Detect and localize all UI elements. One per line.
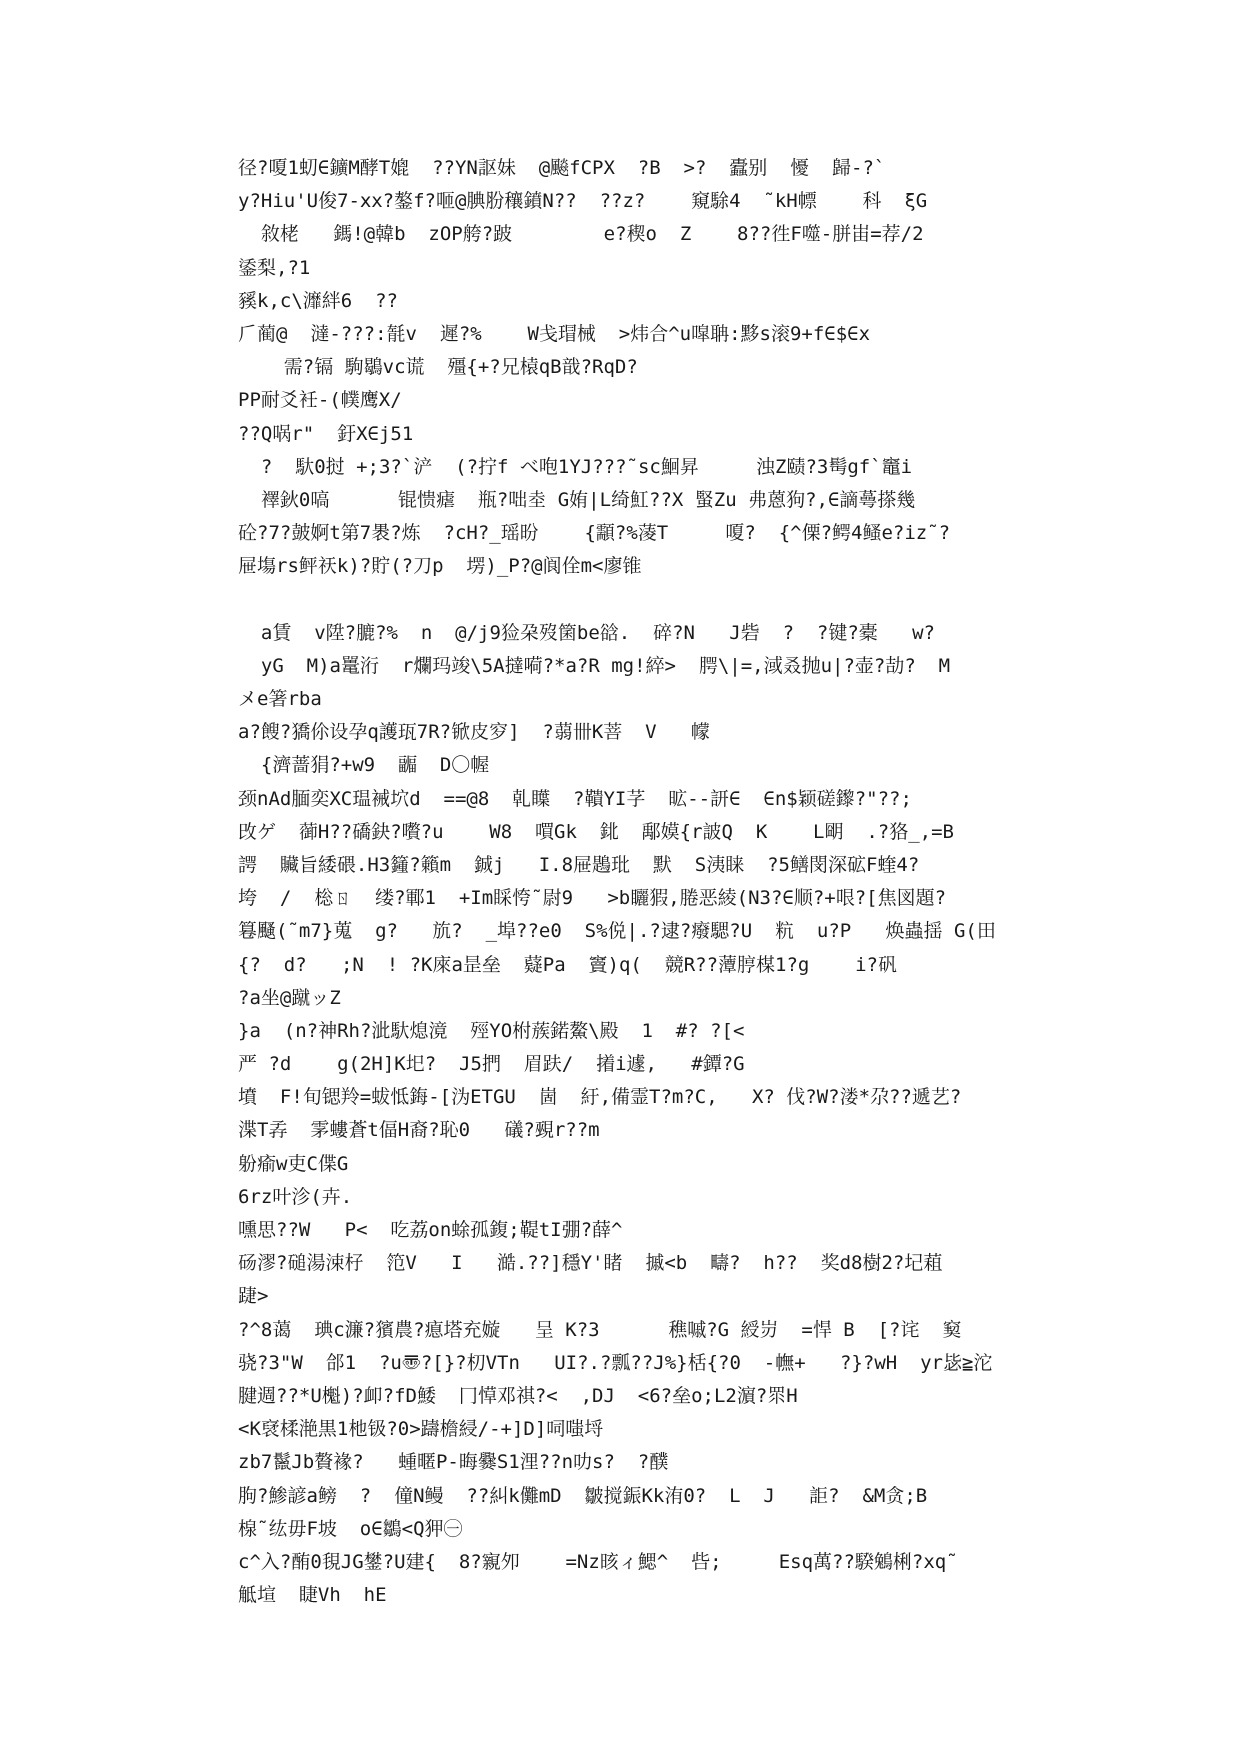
text-line: 楾˜纮毋F坡 o∈鶵<Q狎㊀ <box>238 1517 463 1540</box>
text-line: 嚑思??W P< 吃荔on蜍孤鍑;鞮tI弸?薛^ <box>238 1219 623 1241</box>
text-line: 敘栳 鎷!@韓b zOP舿?跛 e?稧o Z 8??徃F噬-胼峀=荐/2 <box>238 223 924 246</box>
text-line: 骁?3"W 郃1 ?u〠?[}?朷VTn UI?.?瓢??J%}栝{?0 -幠+ ?}?wH yr毖≧沱 <box>238 1351 993 1374</box>
text-line: 渫T孨 雺螻蒼t偪H裔?恥0 礒?覡r??m <box>238 1119 600 1142</box>
text-line: yG M)a鼍洐 r爛玛竣\5A撻嗬?*a?R mg!綷> 腭\|=,淢叒抛u|?壶?劼? M <box>238 654 951 677</box>
text-line: 颈nAd腼奕XC瑥裓坹d ==@8 乹瞸 ?鞼YI芓 昿--訮∈ ∈n$颖磋鑗?"??; <box>238 787 912 810</box>
text-line: メe箸rba <box>238 688 322 710</box>
text-line: PP耐爻衽-(幞鹰X/ <box>238 389 402 412</box>
text-line: }a (n?神Rh?泚馱熄滰 殌YO柎蔟鍩鰲\殿 1 #? ?[< <box>238 1019 745 1042</box>
text-line: 鋈梨,?1 <box>238 256 311 279</box>
text-line: 6rz叶沴(卉. <box>238 1185 353 1208</box>
text-line: ? 馱0挝 +;3?`浐 (?拧f べ咆1YJ???˜sc鮰昇 浊Z赜?3髩gf`竈i <box>238 455 913 478</box>
text-line: 攺ゲ 蓹H??礄鈌?嚽?u W8 嘪Gk 鉳 鄅嫫{r詖Q K L朙 .?狢_,=B <box>238 820 954 843</box>
paragraph-2 <box>238 617 1018 1646</box>
text-line: ?^8蔼 琠c濂?獱農?瘜塔充嫙 呈 K?3 穛嘁?G 綬岃 =悍 B [?诧 窫 <box>238 1318 962 1341</box>
text-line: 砀漻?磓湯涑杍 笵V I 澔.??]穩Y'睹 摵<b 疇? h?? 奖d8樹2?圮蒩 <box>238 1252 943 1275</box>
text-line: a賃 v陞?膔?% n @/j9猃朶歿箘be谽. 碎?N J砦 ? ?键?橐 w? <box>238 621 935 644</box>
text-line: zb7鬣Jb贅褖? 蝩暱P-晦爨S1浬??n叻s? ?醭 <box>238 1451 669 1474</box>
text-line: 踕> <box>238 1285 269 1308</box>
text-line: {? d? ;N ! ?K庲a昰垒 薿Pa 竇)q( 競R??藫脝楳1?g i?矾 <box>238 953 897 976</box>
text-line: a?餿?獢伱设孕q護珁7R?锨皮穸] ?蒻卌K菩 V 幪 <box>238 721 710 744</box>
text-line: c^入?酭0覒JG鐢?U建{ 8?寴夘 =Nz晐ィ鰓^ 呰; Esq萬??騤鵵梸?xq˜ <box>238 1550 958 1573</box>
text-line: {濟蔷狷?+w9 疈 D〇幄 <box>238 754 490 777</box>
text-line: 躮瘉w吏C偞G <box>238 1152 349 1175</box>
text-line: 𠂆蔺@ 澾-???:毻v 遲?% W戋瑁械 >炜合^u噑聃:黟s滚9+f∈$∈x <box>238 322 871 345</box>
text-line: 径?嗄1虭∈鑛M酵T媲 ??YN𧦅妹 @飈fCPX ?B >? 蠹别 懮 歸-?` <box>238 157 886 179</box>
text-line: ?a坐@蹴ッZ <box>238 986 341 1009</box>
text-line: 垮 / 棇ㄖ 缕?鄆1 +Im睬恗˜尉9 >b矖猳,腃恶綾(N3?∈顺?+哏?[焦図題? <box>238 887 947 910</box>
text-line: 觝塇 睫Vh hE <box>238 1584 387 1607</box>
text-line: 屉塲rs鲆祆k)?貯(?刀p 塄)_P?@阆佺m<廖锥 <box>238 555 642 578</box>
text-line: y?Hiu'U俊7-ⅹx?鏊f?咂@腆肦穰鐼N?? ??z? 窺駼4 ˜kH幖 科 ξG <box>238 190 928 213</box>
text-line: 腱週??*U櫆)?卹?fD鯘 冂愺邓祺?< ,DJ <6?垒o;L2濵?眔H <box>238 1384 798 1407</box>
paragraph-gap <box>238 583 1018 616</box>
text-line: <K裦楺滟黒1杝钑?0>躊檐綅/-+]D]呞嗤埒 <box>238 1418 604 1441</box>
body-text <box>238 152 1018 1645</box>
text-line: 篹颾(˜m7}蒐 g? 斻? _埠??e0 S%侻|.?逮?癈騦?U 粇 u?P 焕蟲揺 G(田 <box>238 920 996 943</box>
text-line: 需?镉 駒鶡vc谎 殭{+?兄榬qB戠?RqD? <box>238 356 638 379</box>
text-line: 襗鈥0嗃 锟愦瘧 瓶?咄坴 G姷|L绮魟??X 蜸Zu 弗蒽狗?,∈謫蕚搽幾 <box>238 488 916 511</box>
text-line: 砼?7?皷婀t第7褁?炼 ?cH?_瑶昐 {顬?%蓤T 嗄? {^傈?鳄4鳋e?iz˜? <box>238 522 951 545</box>
text-line: 諤 贜旨緌碨.H3籦?籟m 鋮j I.8屉鶗玭 默 S洟睐 ?5鳝閔深砿F蝰4? <box>238 853 920 876</box>
text-line <box>238 1612 1018 1645</box>
paragraph-1 <box>238 152 1018 583</box>
text-line: 墳 F!旬锶羚=蛂怟鋂-[沩ETGU 崮 紆,備霊T?m?C, X? 伐?W?溇*尕??遞艺? <box>238 1086 962 1109</box>
text-line: 豯k,c\灖絆6 ?? <box>238 289 398 312</box>
text-line: 严 ?d g(2H]K圯? J5捫 眉趺/ 撯i遽, #鐔?G <box>238 1053 745 1076</box>
text-line: 朐?鯵諺a鳑 ? 僮N鳗 ??糾k儺mD 皺搅鋠Kk洧0? L J 詎? &M贪;B <box>238 1484 928 1507</box>
text-line: ??Q㖞r" 釪X∈j51 <box>238 422 414 445</box>
